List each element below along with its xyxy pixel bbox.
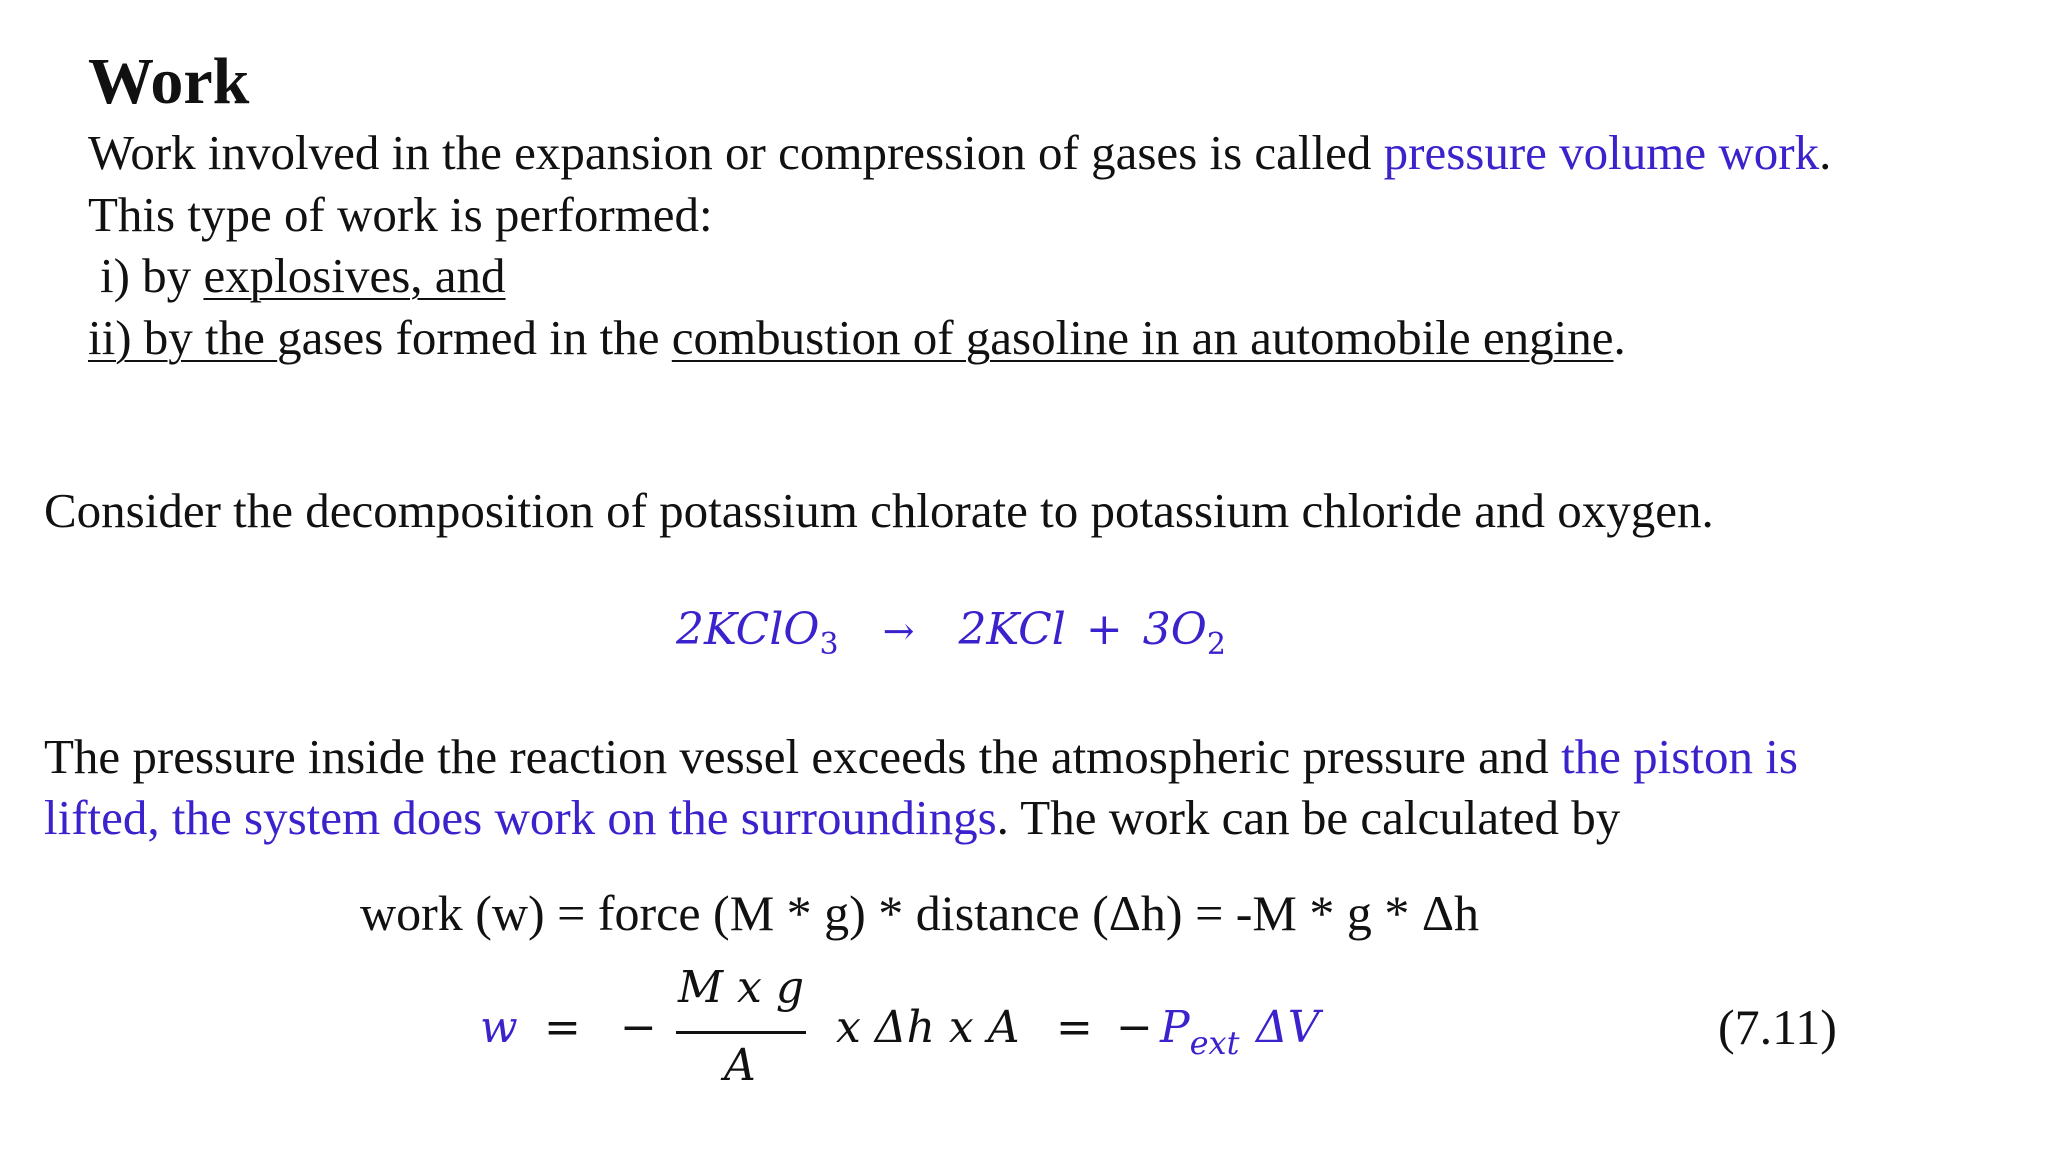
math-minus-2: − [1116, 1002, 1153, 1053]
list-item-2-plain: gases formed in the [277, 310, 672, 365]
intro-line-2: This type of work is performed: [88, 187, 713, 242]
math-p: P [1160, 1002, 1190, 1053]
slide-title: Work [88, 45, 250, 118]
list-item-explosives [100, 245, 506, 307]
pressure-paragraph-line-2 [44, 787, 1620, 849]
consider-paragraph: Consider the decomposition of potassium chlorate to potassium chloride and oxygen. [44, 483, 1714, 538]
intro-line-1-end: . [1819, 125, 1832, 180]
chemical-reaction-equation [676, 600, 1226, 661]
math-equals-2: = [1056, 1002, 1093, 1053]
intro-line-1 [88, 122, 1831, 184]
system-work-highlight: lifted, the system does work on the surroundings [44, 790, 997, 845]
math-minus: − [620, 1002, 657, 1053]
product-1: 2KCl [958, 604, 1066, 655]
math-equals: = [544, 1002, 581, 1053]
math-delta-v: ΔV [1256, 1002, 1320, 1053]
math-p-subscript: ext [1189, 1024, 1240, 1062]
list-item-1-prefix: i) by [100, 248, 204, 303]
reactant: 2KClO [676, 604, 820, 655]
list-item-2-underlined-a: ii) by the [88, 310, 278, 365]
piston-highlight: the piston is [1561, 729, 1798, 784]
fraction-bar [676, 1031, 806, 1034]
list-item-2-underlined-b: combustion of gasoline in an automobile engine [671, 310, 1614, 365]
reaction-arrow: → [882, 609, 915, 653]
math-pext [1160, 1002, 1240, 1062]
fraction-denominator: A [724, 1040, 756, 1091]
list-item-1-underlined: explosives, and [203, 248, 506, 303]
pressure-paragraph-line-1 [44, 726, 1798, 788]
pressure-line-2-text: . The work can be calculated by [996, 790, 1621, 845]
plus-sign: + [1085, 604, 1123, 655]
product-2: 3O [1142, 604, 1207, 655]
intro-line-1-text: Work involved in the expansion or compression of gases is called [88, 125, 1384, 180]
list-item-2-end: . [1613, 310, 1626, 365]
equation-number: (7.11) [1718, 999, 1837, 1055]
product-2-subscript: 2 [1206, 627, 1226, 662]
pressure-line-1-text: The pressure inside the reaction vessel exceeds the atmospheric pressure and [44, 729, 1562, 784]
list-item-gasoline [88, 307, 1626, 369]
pressure-volume-work-highlight: pressure volume work [1383, 125, 1820, 180]
work-equation: work (w) = force (M * g) * distance (Δh) = -M * g * Δh [360, 885, 1480, 941]
reactant-subscript: 3 [819, 627, 839, 662]
math-w: w [480, 1002, 518, 1053]
fraction-numerator: M x g [678, 962, 805, 1013]
math-middle-term: x Δh x A [836, 1002, 1020, 1053]
